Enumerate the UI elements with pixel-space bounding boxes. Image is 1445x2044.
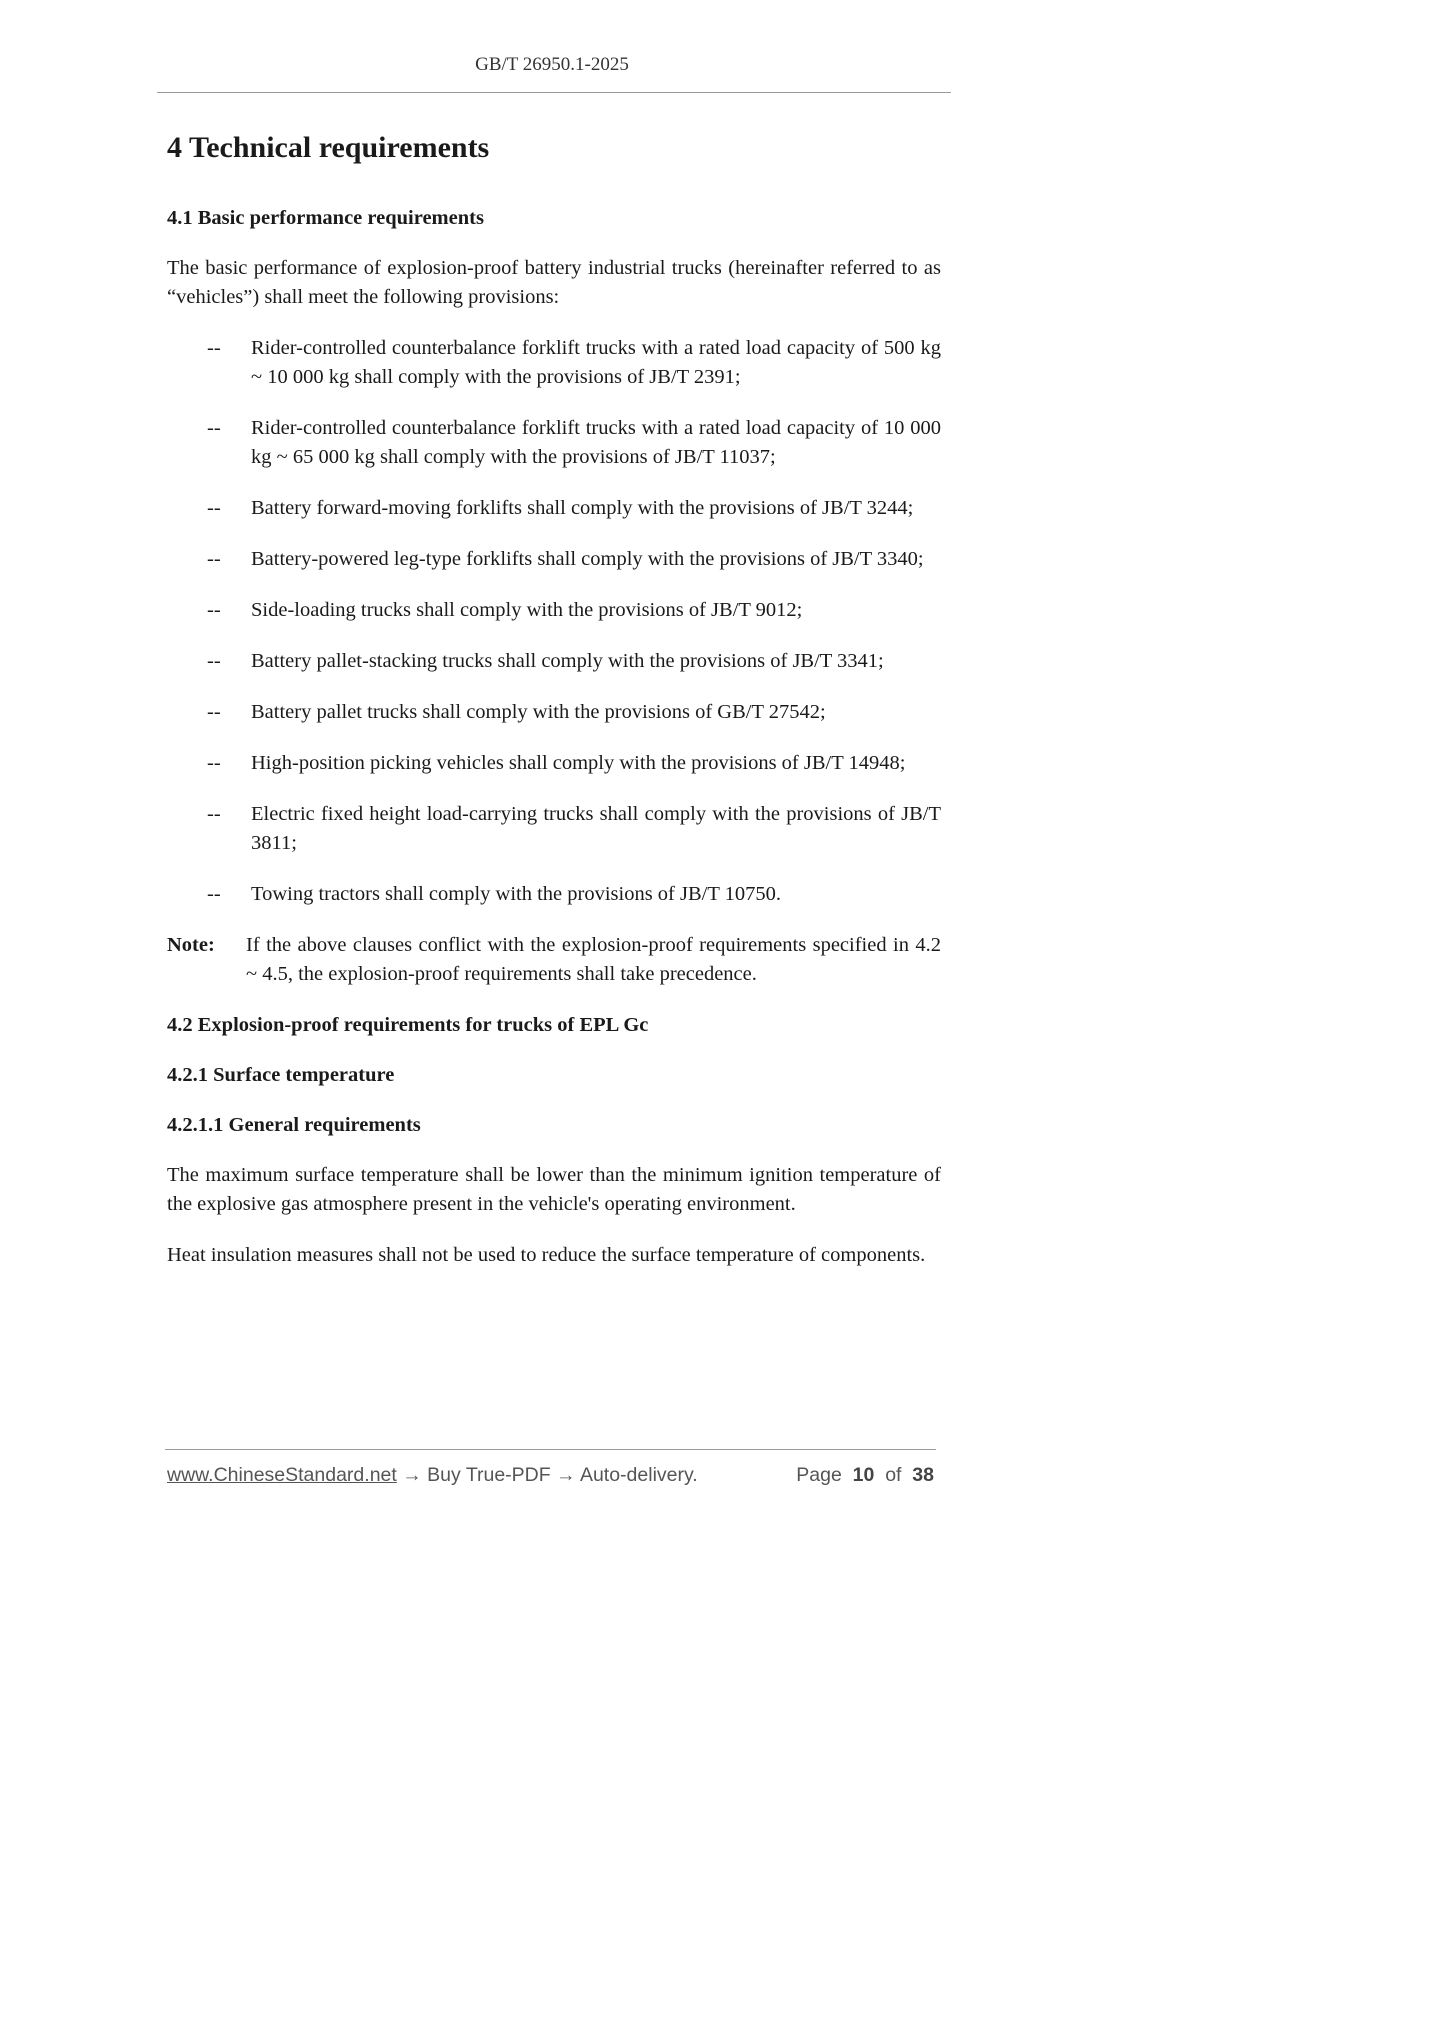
- page-content: [167, 128, 941, 1270]
- section-4-2-title: 4.2 Explosion-proof requirements for trucks of EPL Gc: [167, 1014, 649, 1036]
- list-item: -- Rider-controlled counterbalance forklift trucks with a rated load capacity of 500 kg ~ 10 000 kg shall comply with the provisions of JB/T 2391;: [167, 334, 941, 392]
- list-item: -- Battery pallet-stacking trucks shall comply with the provisions of JB/T 3341;: [167, 647, 941, 676]
- section-4-2-1-1-title: 4.2.1.1 General requirements: [167, 1114, 421, 1136]
- page-indicator: Page 10 of 38: [796, 1464, 934, 1486]
- section-4-1-title: 4.1 Basic performance requirements: [167, 207, 484, 229]
- section-4-1-intro: The basic performance of explosion-proof battery industrial trucks (hereinafter referred to as “vehicles”) shall meet the following provisions:: [167, 257, 941, 308]
- dash-marker: --: [207, 337, 221, 359]
- dash-marker: --: [207, 599, 221, 621]
- footer-divider: [165, 1449, 936, 1450]
- dash-marker: --: [207, 752, 221, 774]
- page-total: 38: [912, 1464, 934, 1486]
- list-item: -- Electric fixed height load-carrying trucks shall comply with the provisions of JB/T 3811;: [167, 800, 941, 858]
- list-item: -- Towing tractors shall comply with the provisions of JB/T 10750.: [167, 880, 941, 909]
- list-item: -- Battery pallet trucks shall comply with the provisions of GB/T 27542;: [167, 698, 941, 727]
- site-link[interactable]: www.ChineseStandard.net: [167, 1464, 397, 1486]
- list-item: -- High-position picking vehicles shall comply with the provisions of JB/T 14948;: [167, 749, 941, 778]
- list-item: -- Battery-powered leg-type forklifts shall comply with the provisions of JB/T 3340;: [167, 545, 941, 574]
- list-item: -- Side-loading trucks shall comply with the provisions of JB/T 9012;: [167, 596, 941, 625]
- dash-marker: --: [207, 883, 221, 905]
- section-4-2-1-title: 4.2.1 Surface temperature: [167, 1064, 395, 1086]
- paragraph-surface-temp: The maximum surface temperature shall be lower than the minimum ignition temperature of the explosive gas atmosphere present in the vehicle's operating environment.: [167, 1164, 941, 1215]
- list-item: -- Battery forward-moving forklifts shall comply with the provisions of JB/T 3244;: [167, 494, 941, 523]
- dash-marker: --: [207, 650, 221, 672]
- footer-promo: [167, 1464, 698, 1487]
- section-4-title: 4 Technical requirements: [167, 131, 490, 164]
- promo-text: → Buy True-PDF → Auto-delivery.: [396, 1464, 698, 1486]
- dash-marker: --: [207, 548, 221, 570]
- note-label: Note:: [167, 934, 215, 956]
- dash-marker: --: [207, 417, 221, 439]
- paragraph-heat-insulation: Heat insulation measures shall not be used to reduce the surface temperature of components.: [167, 1244, 926, 1266]
- note-text: If the above clauses conflict with the explosion-proof requirements specified in 4.2 ~ 4.5, the explosion-proof requirements shall take precedence.: [246, 934, 941, 985]
- dash-marker: --: [207, 497, 221, 519]
- dash-marker: --: [207, 701, 221, 723]
- list-item: -- Rider-controlled counterbalance forklift trucks with a rated load capacity of 10 000 kg ~ 65 000 kg shall comply with the provisions of JB/T 11037;: [167, 414, 941, 472]
- note-block: [167, 931, 941, 989]
- header-divider: [157, 92, 951, 93]
- page-number: 10: [852, 1464, 875, 1486]
- dash-marker: --: [207, 803, 221, 825]
- document-header: GB/T 26950.1-2025: [475, 54, 629, 75]
- provisions-list: [167, 334, 941, 909]
